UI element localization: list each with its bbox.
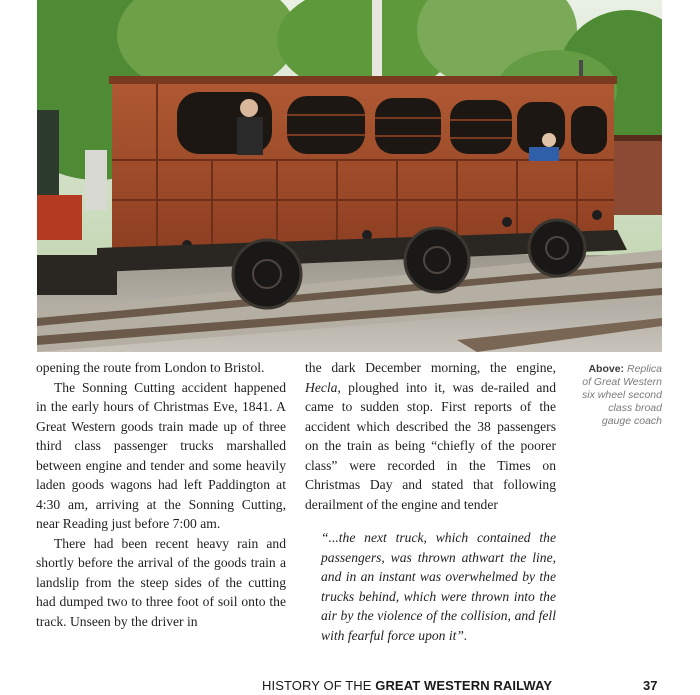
photo-caption	[578, 363, 662, 428]
footer-prefix: HISTORY OF THE	[262, 678, 376, 693]
paragraph-route: opening the route from London to Bristol.	[36, 360, 265, 375]
article-column-right	[305, 358, 556, 645]
paragraph-heavy-rain: There had been recent heavy rain and shortly before the arrival of the goods train a landslip from the steep sides of the cutting had dumped two to three foot of soil onto the track. Unseen by the driver in	[36, 535, 286, 629]
derailment-text-end: , ploughed into it, was de-railed and came to sudden stop. First reports of the accident which described the 38 passengers on the train as being “chiefly of the poorer class” were recorded in the Times on Christmas Day and stated that following derailment of the engine and tender	[305, 379, 556, 512]
footer-book-title: GREAT WESTERN RAILWAY	[375, 678, 553, 693]
article-column-left	[36, 358, 286, 631]
paragraph-sonning-cutting-accident: The Sonning Cutting accident happened in the early hours of Christmas Eve, 1841. A Great Western goods train made up of three third class passenger trucks marshalled between engine and tender and some heavily laden goods wagons had left Paddington at 4:30 am, arriving at the Sonning Cutting, near Reading just before 7:00 am.	[36, 379, 286, 531]
engine-name: Hecla	[305, 379, 338, 395]
caption-lead: Above:	[588, 363, 625, 375]
broad-gauge-coach-image	[37, 0, 662, 352]
running-footer	[262, 678, 552, 693]
paragraph-derailment	[305, 358, 556, 514]
page-number: 37	[643, 678, 658, 693]
derailment-text-start: the dark December morning, the engine,	[305, 360, 556, 375]
times-quotation: “...the next truck, which contained the passengers, was thrown athwart the line, and in an instant was overwhelmed by the trucks behind, which were thrown into the air by the violence of the collision, and fell with fearful force upon it”.	[321, 530, 556, 643]
coach-photograph	[37, 0, 662, 352]
caption-text: Replica of Great Western six wheel second class broad gauge coach	[582, 363, 662, 427]
